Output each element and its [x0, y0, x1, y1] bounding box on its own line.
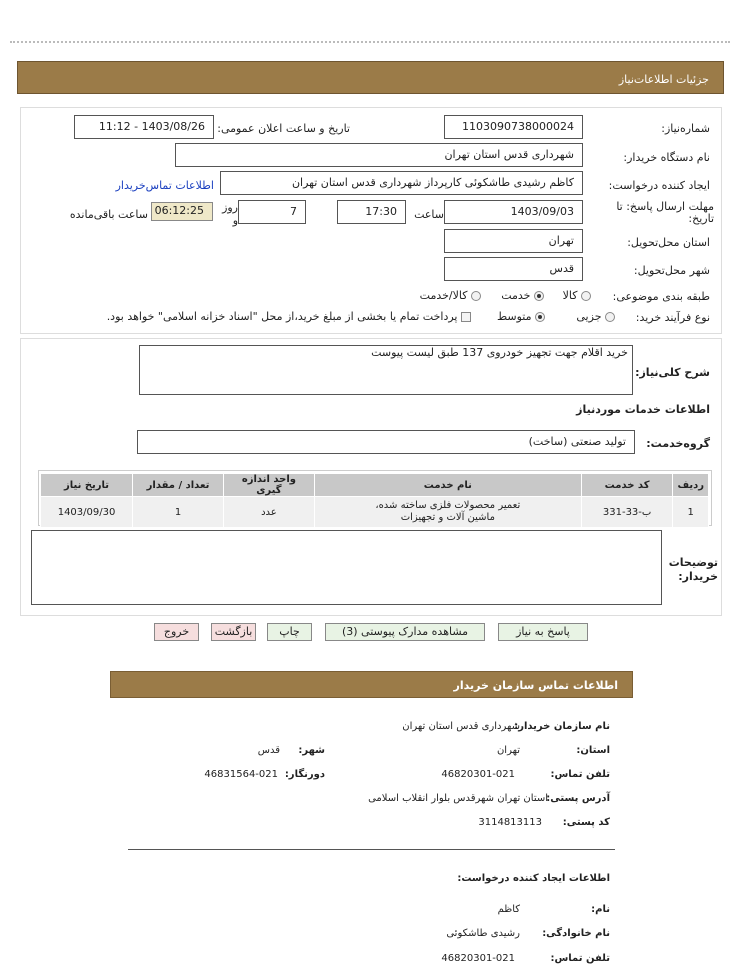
creator-first-name-label: نام:	[591, 904, 610, 915]
announce-date-label: تاریخ و ساعت اعلان عمومی:	[217, 122, 350, 135]
contact-postal-label: کد پستی:	[562, 817, 610, 828]
contact-postal-value: 3114813113	[478, 817, 542, 828]
buyer-org-field[interactable]: شهرداری قدس استان تهران	[175, 143, 583, 167]
service-group-field[interactable]: تولید صنعتی (ساخت)	[137, 430, 635, 454]
col-unit: واحد اندازه گیری	[223, 474, 314, 497]
creator-label: ایجاد کننده درخواست:	[608, 179, 710, 192]
creator-phone-value: 46820301-021	[441, 953, 515, 964]
process-option-medium[interactable]: متوسط	[497, 310, 545, 323]
cell-code: ب-33-331	[581, 497, 673, 528]
creator-first-name-value: کاظم	[497, 904, 520, 915]
creator-field[interactable]: کاظم رشیدی طاشکوئی کارپرداز شهرداری قدس استان تهران	[220, 171, 583, 195]
province-field[interactable]: تهران	[444, 229, 583, 253]
services-section-title: اطلاعات خدمات موردنیاز	[576, 403, 710, 416]
contact-phone-label: تلفن تماس:	[550, 769, 610, 780]
category-option-goods-service[interactable]: کالا/خدمت	[420, 289, 481, 302]
city-label: شهر محل‌تحویل:	[633, 264, 710, 277]
reply-button[interactable]: پاسخ به نیاز	[498, 623, 588, 641]
city-field[interactable]: قدس	[444, 257, 583, 281]
contact-fax-value: 46831564-021	[204, 769, 278, 780]
creator-last-name-label: نام خانوادگی:	[542, 928, 610, 939]
contact-address-value: استان تهران شهرقدس بلوار انقلاب اسلامی	[368, 793, 548, 804]
deadline-time-label: ساعت	[414, 208, 444, 221]
cell-date: 1403/09/30	[41, 497, 133, 528]
services-table	[40, 473, 709, 528]
creator-phone-label: تلفن تماس:	[550, 953, 610, 964]
top-divider	[10, 41, 730, 43]
deadline-date-field[interactable]: 1403/09/03	[444, 200, 583, 224]
buyer-notes-label: توضیحات خریدار:	[668, 556, 718, 583]
creator-last-name-value: رشیدی طاشکوئی	[446, 928, 520, 939]
print-button[interactable]: چاپ	[267, 623, 312, 641]
buyer-notes-textarea[interactable]	[31, 530, 662, 605]
cell-qty: 1	[133, 497, 224, 528]
contact-city-label: شهر:	[298, 745, 325, 756]
checkbox-icon[interactable]	[461, 312, 471, 322]
col-row: ردیف	[673, 474, 709, 497]
province-label: استان محل‌تحویل:	[627, 236, 710, 249]
col-date: تاریخ نیاز	[41, 474, 133, 497]
need-number-label: شماره‌نیاز:	[661, 122, 710, 135]
days-field[interactable]: 7	[238, 200, 306, 224]
process-label: نوع فرآیند خرید:	[635, 311, 710, 324]
contact-province-value: تهران	[496, 745, 520, 756]
category-label: طبقه بندی موضوعی:	[612, 290, 710, 303]
col-code: کد خدمت	[581, 474, 673, 497]
cell-name: تعمیر محصولات فلزی ساخته شده، ماشین آلات و تجهیزات	[314, 497, 581, 528]
remaining-time-field: 06:12:25	[151, 202, 213, 221]
view-documents-button[interactable]: مشاهده مدارک پیوستی (3)	[325, 623, 485, 641]
contact-title: اطلاعات تماس سازمان خریدار	[453, 679, 618, 692]
process-option-minor[interactable]: جزیی	[576, 310, 615, 323]
radio-icon[interactable]	[605, 312, 615, 322]
radio-icon[interactable]	[471, 291, 481, 301]
description-textarea[interactable]: خرید اقلام جهت تجهیز خودروی 137 طبق لیست پیوست	[139, 345, 633, 395]
buyer-org-label: نام دستگاه خریدار:	[623, 151, 710, 164]
page-header	[17, 61, 724, 94]
creator-info-title: اطلاعات ایجاد کننده درخواست:	[457, 873, 610, 884]
col-qty: تعداد / مقدار	[133, 474, 224, 497]
cell-row: 1	[673, 497, 709, 528]
service-group-label: گروه‌خدمت:	[646, 437, 710, 450]
back-button[interactable]: بازگشت	[211, 623, 256, 641]
deadline-label: مهلت ارسال پاسخ: تا تاریخ:	[616, 200, 714, 225]
category-option-service[interactable]: خدمت	[501, 289, 544, 302]
need-number-field[interactable]: 1103090738000024	[444, 115, 583, 139]
radio-icon[interactable]	[581, 291, 591, 301]
deadline-time-field[interactable]: 17:30	[337, 200, 406, 224]
contact-org-label: نام سازمان خریدار:	[514, 721, 610, 732]
table-header-row	[41, 474, 709, 497]
buyer-contact-link[interactable]: اطلاعات تماس‌خریدار	[115, 179, 214, 192]
col-name: نام خدمت	[314, 474, 581, 497]
contact-province-label: استان:	[576, 745, 610, 756]
category-option-goods[interactable]: کالا	[563, 289, 591, 302]
cell-unit: عدد	[223, 497, 314, 528]
contact-org-value: شهرداری قدس استان تهران	[402, 721, 520, 732]
radio-selected-icon[interactable]	[535, 312, 545, 322]
exit-button[interactable]: خروج	[154, 623, 199, 641]
table-row	[41, 497, 709, 528]
contact-divider	[128, 849, 615, 850]
contact-phone-value: 46820301-021	[441, 769, 515, 780]
remaining-time-label: ساعت باقی‌مانده	[69, 208, 148, 221]
treasury-payment-option[interactable]: پرداخت تمام یا بخشی از مبلغ خرید،از محل "اسناد خزانه اسلامی" خواهد بود.	[107, 310, 471, 323]
contact-header	[110, 671, 633, 698]
radio-selected-icon[interactable]	[534, 291, 544, 301]
description-label: شرح کلی‌نیاز:	[635, 366, 710, 379]
days-label: روز و	[222, 201, 238, 227]
contact-fax-label: دورنگار:	[284, 769, 325, 780]
contact-address-label: آدرس پستی:	[546, 793, 610, 804]
contact-city-value: قدس	[257, 745, 280, 756]
page-title: جزئیات اطلاعات‌نیاز	[618, 73, 709, 86]
announce-date-field[interactable]: 1403/08/26 - 11:12	[74, 115, 214, 139]
